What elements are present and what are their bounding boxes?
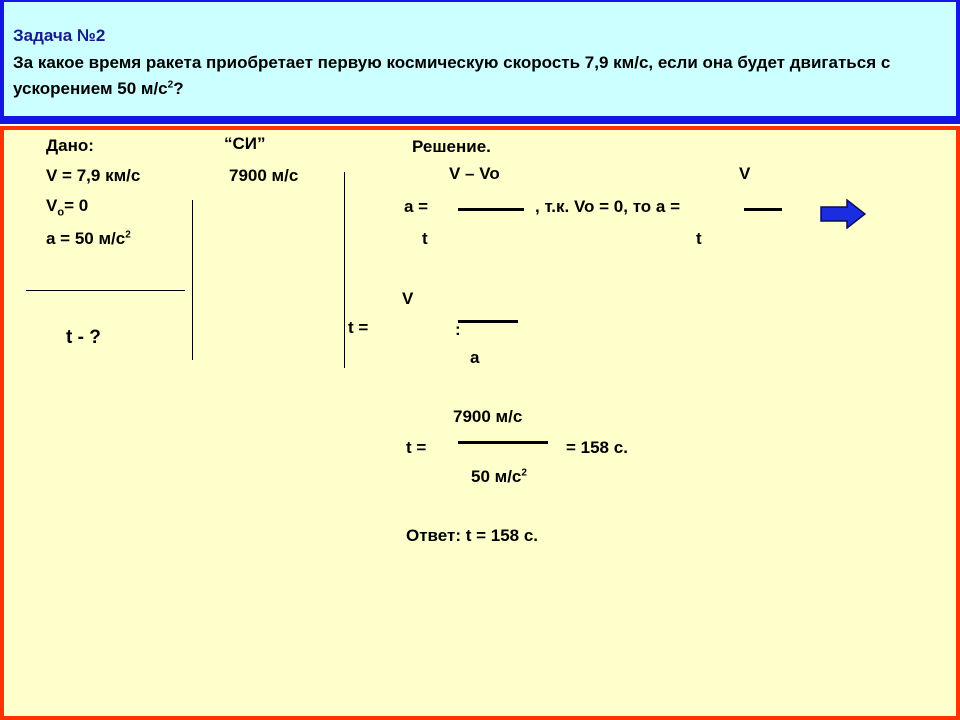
task-question-text: За какое время ракета приобретает первую космическую скорость 7,9 км/с, если она будет двигаться с ускорением 50 м/с <box>13 53 891 98</box>
given-find: t - ? <box>66 327 101 348</box>
formula3-numerator: V <box>402 289 414 308</box>
header-divider <box>0 116 960 124</box>
column-divider-right <box>344 172 345 368</box>
given-a-base: a = 50 м/с <box>46 229 126 248</box>
answer-line: Ответ: t = 158 с. <box>406 526 539 545</box>
si-velocity: 7900 м/с <box>229 166 299 185</box>
formula1-lhs: a = <box>404 197 429 216</box>
formula4-denominator <box>471 467 527 487</box>
formula1-numerator: V – Vo <box>449 164 500 183</box>
column-divider-left <box>192 200 193 360</box>
given-initial-velocity <box>46 196 89 219</box>
given-underline <box>26 290 185 291</box>
task-question <box>13 50 943 102</box>
formula4-den-sup: 2 <box>521 467 527 479</box>
formula3-colon: : <box>455 320 461 339</box>
given-velocity: V = 7,9 км/с <box>46 166 141 185</box>
formula3-lhs: t = <box>348 318 369 337</box>
si-heading: “СИ” <box>224 134 266 153</box>
given-a-sup: 2 <box>125 229 131 241</box>
solution-heading: Решение. <box>412 137 491 156</box>
formula4-numerator: 7900 м/с <box>453 407 523 426</box>
given-acceleration <box>46 229 131 249</box>
formula4-fraction-bar <box>458 441 548 444</box>
task-title: Задача №2 <box>13 26 106 45</box>
formula2-denominator: t <box>696 229 702 248</box>
formula4-result: = 158 с. <box>566 438 628 457</box>
formula3-denominator: a <box>470 348 480 367</box>
right-arrow-icon <box>820 199 866 229</box>
formula1-condition: , т.к. Vo = 0, то a = <box>535 197 681 216</box>
task-question-mark: ? <box>173 79 184 98</box>
formula2-fraction-bar <box>744 208 782 211</box>
formula4-lhs: t = <box>406 438 427 457</box>
formula1-denominator: t <box>422 229 428 248</box>
formula1-fraction-bar <box>458 208 524 211</box>
formula2-numerator: V <box>739 164 751 183</box>
task-question-exponent: 2 <box>167 79 174 91</box>
formula3-fraction-bar <box>458 320 518 323</box>
given-v0-base: V <box>46 196 58 215</box>
task-header <box>0 0 960 116</box>
formula4-den-base: 50 м/с <box>471 467 522 486</box>
given-v0-sub: о <box>57 206 65 219</box>
given-heading: Дано: <box>46 136 94 155</box>
given-v0-rest: = 0 <box>64 196 89 215</box>
